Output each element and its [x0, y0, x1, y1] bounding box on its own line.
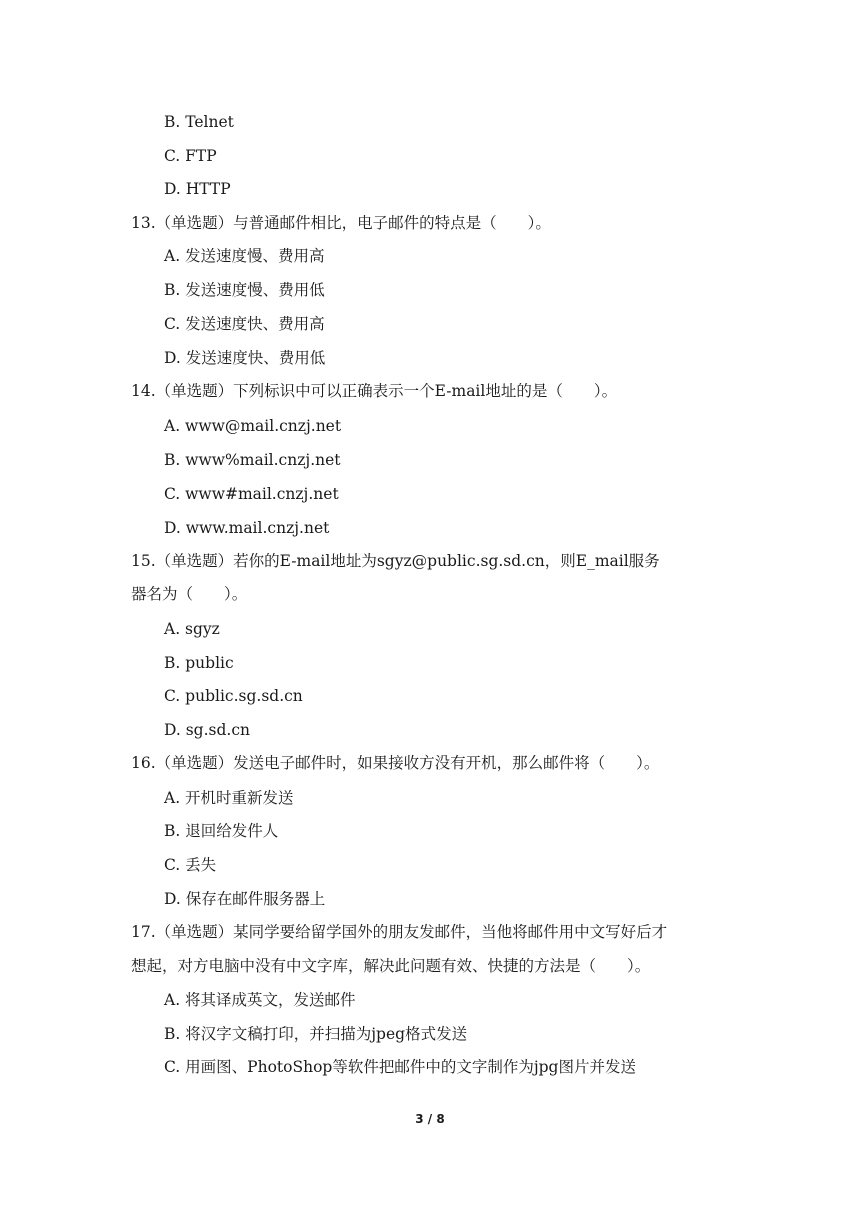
- question-16: 16.（单选题）发送电子邮件时，如果接收方没有开机，那么邮件将（ ）。: [131, 754, 660, 772]
- question-14: 14.（单选题）下列标识中可以正确表示一个E-mail地址的是（ ）。: [131, 382, 618, 400]
- q14-option-b: B. www%mail.cnzj.net: [164, 451, 341, 469]
- question-17-continued: 想起，对方电脑中没有中文字库，解决此问题有效、快捷的方法是（ ）。: [131, 957, 651, 975]
- q16-option-b: B. 退回给发件人: [164, 822, 279, 840]
- q17-option-b: B. 将汉字文稿打印，并扫描为jpeg格式发送: [164, 1025, 468, 1043]
- question-15-continued: 器名为（ ）。: [131, 585, 248, 603]
- q13-option-b: B. 发送速度慢、费用低: [164, 281, 325, 299]
- q13-option-c: C. 发送速度快、费用高: [164, 315, 325, 333]
- q15-option-d: D. sg.sd.cn: [164, 721, 250, 739]
- q16-option-d: D. 保存在邮件服务器上: [164, 890, 326, 908]
- question-15: 15.（单选题）若你的E-mail地址为sgyz@public.sg.sd.cn，则E_mail服务: [131, 552, 660, 570]
- option-c-ftp: C. FTP: [164, 147, 217, 165]
- q15-option-a: A. sgyz: [164, 620, 220, 638]
- question-17: 17.（单选题）某同学要给留学国外的朋友发邮件，当他将邮件用中文写好后才: [131, 923, 668, 941]
- q14-option-a: A. www@mail.cnzj.net: [164, 417, 342, 435]
- q13-option-a: A. 发送速度慢、费用高: [164, 247, 325, 265]
- q13-option-d: D. 发送速度快、费用低: [164, 349, 326, 367]
- page-number: 3 / 8: [415, 1112, 445, 1126]
- q16-option-c: C. 丢失: [164, 856, 217, 874]
- q14-option-d: D. www.mail.cnzj.net: [164, 519, 330, 537]
- q17-option-c: C. 用画图、PhotoShop等软件把邮件中的文字制作为jpg图片并发送: [164, 1058, 636, 1076]
- q15-option-c: C. public.sg.sd.cn: [164, 687, 303, 705]
- question-13: 13.（单选题）与普通邮件相比，电子邮件的特点是（ ）。: [131, 214, 551, 232]
- q15-option-b: B. public: [164, 654, 234, 672]
- q14-option-c: C. www#mail.cnzj.net: [164, 485, 339, 503]
- q16-option-a: A. 开机时重新发送: [164, 789, 294, 807]
- option-b-telnet: B. Telnet: [164, 113, 234, 131]
- q17-option-a: A. 将其译成英文，发送邮件: [164, 991, 356, 1009]
- option-d-http: D. HTTP: [164, 180, 231, 198]
